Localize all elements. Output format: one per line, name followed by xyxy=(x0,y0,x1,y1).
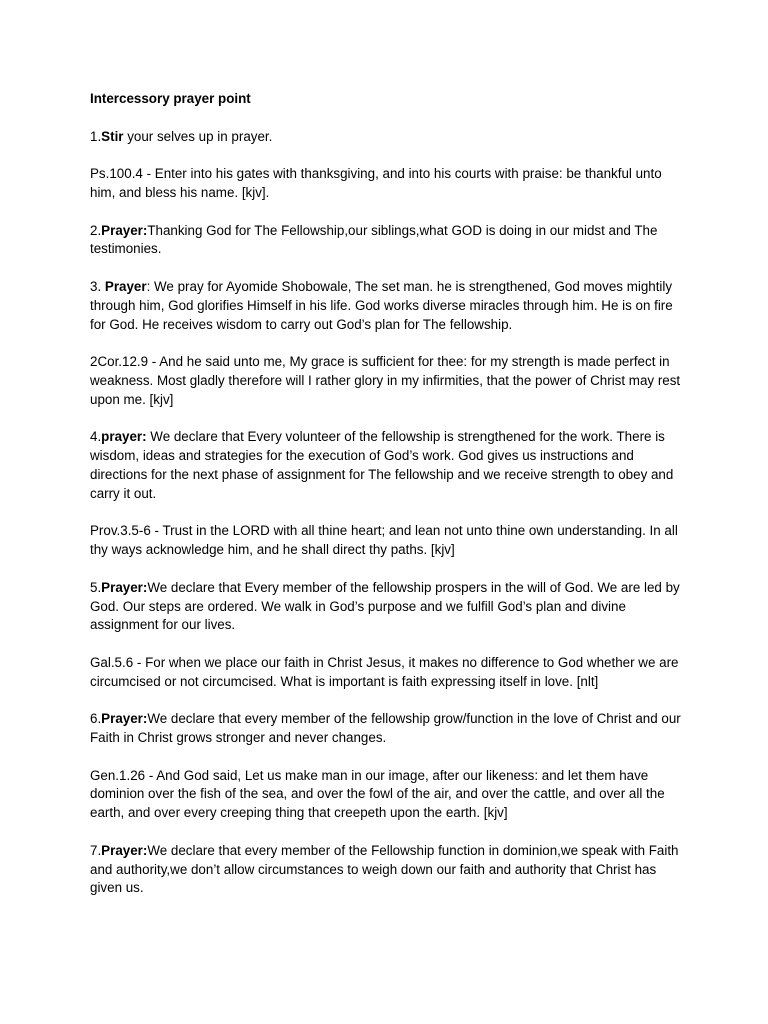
point-label: Prayer: xyxy=(101,711,148,727)
prayer-point-7 xyxy=(90,842,690,898)
point-text: Thanking God for The Fellowship,our siblings,what GOD is doing in our midst and The testimonies. xyxy=(90,222,658,257)
point-number: 1. xyxy=(90,128,102,144)
scripture-verse: Gal.5.6 - For when we place our faith in Christ Jesus, it makes no difference to God whether we are circumcised or not circumcised. What is important is faith expressing itself in love. [nlt] xyxy=(90,654,679,689)
point-text: : We pray for Ayomide Shobowale, The set man. he is strengthened, God moves mightily through him, God glorifies Himself in his life. God works diverse miracles through him. He is on fire for God. He receives wisdom to carry out God’s plan for The fellowship. xyxy=(90,278,673,332)
prayer-point-3 xyxy=(90,278,690,334)
point-text: your selves up in prayer. xyxy=(123,128,273,144)
point-number: 5. xyxy=(90,579,102,595)
point-number: 3. xyxy=(90,278,105,294)
point-label: Prayer: xyxy=(101,222,148,238)
scripture-verse: Prov.3.5-6 - Trust in the LORD with all thine heart; and lean not unto thine own understanding. In all thy ways acknowledge him, and he shall direct thy paths. [kjv] xyxy=(90,523,678,558)
prayer-point-2 xyxy=(90,222,690,260)
point-text: We declare that Every volunteer of the fellowship is strengthened for the work. There is wisdom, ideas and strategies for the execution of God’s work. God gives us instructions and directions for the next phase of assignment for The fellowship and we receive strength to obey and carry it out. xyxy=(90,429,674,501)
point-number: 4. xyxy=(90,429,102,445)
point-text: We declare that every member of the Fellowship function in dominion,we speak with Faith and authority,we don’t allow circumstances to weigh down our faith and authority that Christ has given us. xyxy=(90,842,679,896)
prayer-point-6 xyxy=(90,710,690,748)
point-number: 2. xyxy=(90,222,102,238)
prayer-point-5 xyxy=(90,579,690,635)
prayer-point-4 xyxy=(90,428,690,503)
point-label: Prayer: xyxy=(101,842,148,858)
document-title: Intercessory prayer point xyxy=(90,91,251,106)
prayer-point-1 xyxy=(90,128,690,147)
point-text: We declare that Every member of the fellowship prospers in the will of God. We are led by God. Our steps are ordered. We walk in God’s purpose and we fulfill God’s plan and divine assignment for our lives. xyxy=(90,579,680,633)
point-text: We declare that every member of the fellowship grow/function in the love of Christ and our Faith in Christ grows stronger and never changes. xyxy=(90,711,681,746)
document-page xyxy=(90,90,690,917)
point-number: 6. xyxy=(90,711,102,727)
point-label: Prayer: xyxy=(101,579,148,595)
scripture-verse: Gen.1.26 - And God said, Let us make man in our image, after our likeness: and let them have dominion over the fish of the sea, and over the fowl of the air, and over the cattle, and over all the earth, and over every creeping thing that creepeth upon the earth. [kjv] xyxy=(90,767,665,821)
point-label: Prayer xyxy=(104,278,147,294)
point-label: Stir xyxy=(101,128,124,144)
scripture-verse: 2Cor.12.9 - And he said unto me, My grace is sufficient for thee: for my strength is made perfect in weakness. Most gladly therefore will I rather glory in my infirmities, that the power of Christ may rest upon me. [kjv] xyxy=(90,354,681,407)
point-number: 7. xyxy=(90,842,102,858)
scripture-verse: Ps.100.4 - Enter into his gates with thanksgiving, and into his courts with praise: be thankful unto him, and bless his name. [kjv]. xyxy=(90,166,662,200)
point-label: prayer: xyxy=(101,429,147,445)
